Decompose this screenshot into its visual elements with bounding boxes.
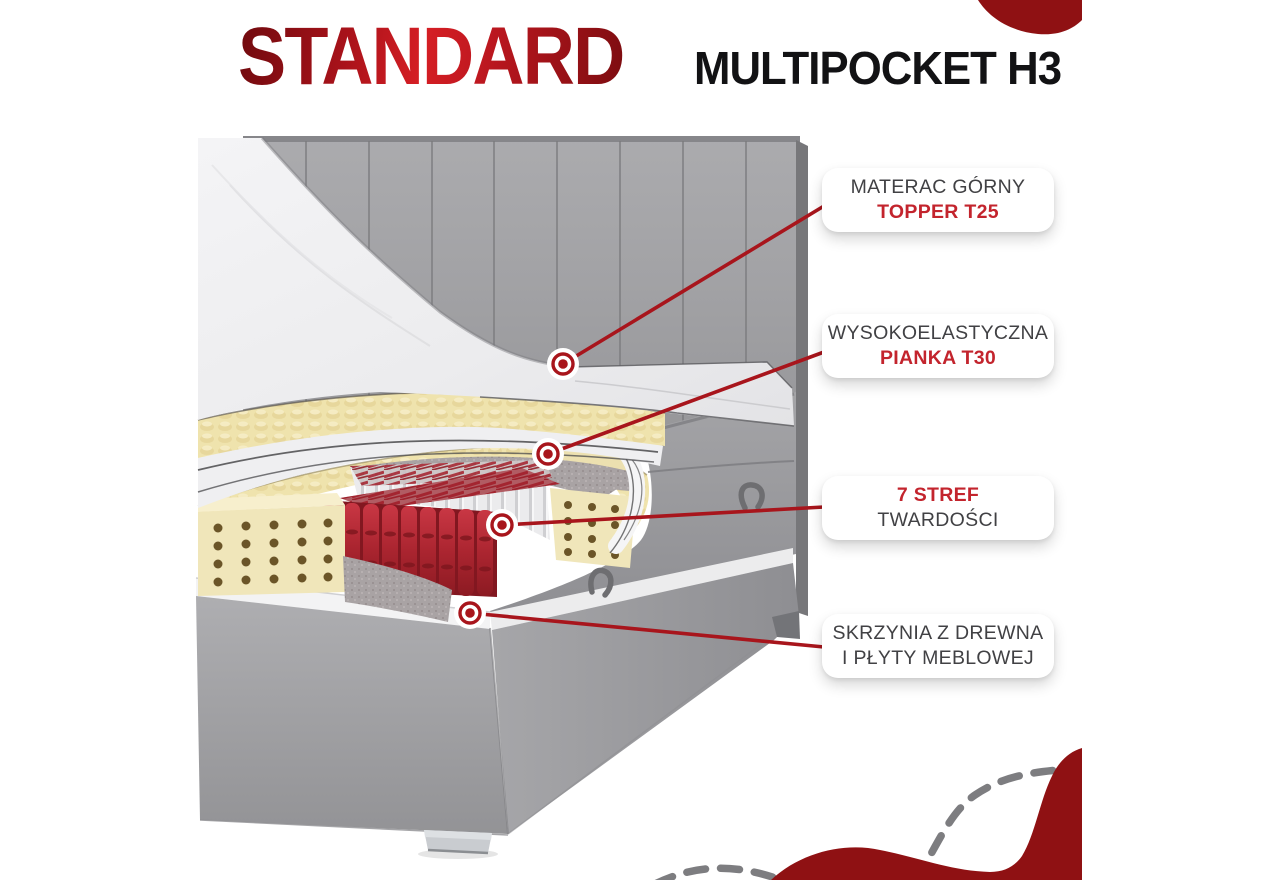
decor-dashed-curve-left — [655, 868, 792, 880]
page-title — [238, 11, 1080, 102]
callout-zones-line2: TWARDOŚCI — [877, 509, 999, 531]
callout-box-topper — [822, 168, 1054, 232]
callout-foam-line1: WYSOKOELASTYCZNA — [827, 322, 1049, 344]
callout-zones-line1: 7 STREF — [896, 484, 980, 506]
perforated-foam-rail-left — [198, 493, 345, 596]
callout-topper-line2: TOPPER T25 — [877, 201, 999, 223]
callout-marker-zones — [486, 509, 518, 541]
decor-blob-bottom-right — [770, 748, 1082, 880]
bed-leg — [418, 830, 498, 859]
storage-box — [196, 548, 800, 859]
callout-box-foam — [822, 314, 1054, 378]
callout-foam-line2: PIANKA T30 — [879, 347, 997, 369]
box-front-face — [196, 596, 508, 834]
callout-box-zones — [822, 476, 1054, 540]
callout-box-storage — [822, 614, 1054, 678]
callout-storage-line1: SKRZYNIA Z DREWNA — [832, 622, 1044, 644]
callout-topper-line1: MATERAC GÓRNY — [850, 176, 1026, 198]
bed-right-edge — [796, 140, 808, 616]
callout-storage-line2: I PŁYTY MEBLOWEJ — [842, 647, 1034, 669]
brand-title: STANDARD — [238, 11, 624, 102]
callout-marker-foam — [532, 438, 564, 470]
callout-marker-topper — [547, 348, 579, 380]
model-title: MULTIPOCKET H3 — [694, 42, 1062, 94]
callout-marker-box — [454, 597, 486, 629]
